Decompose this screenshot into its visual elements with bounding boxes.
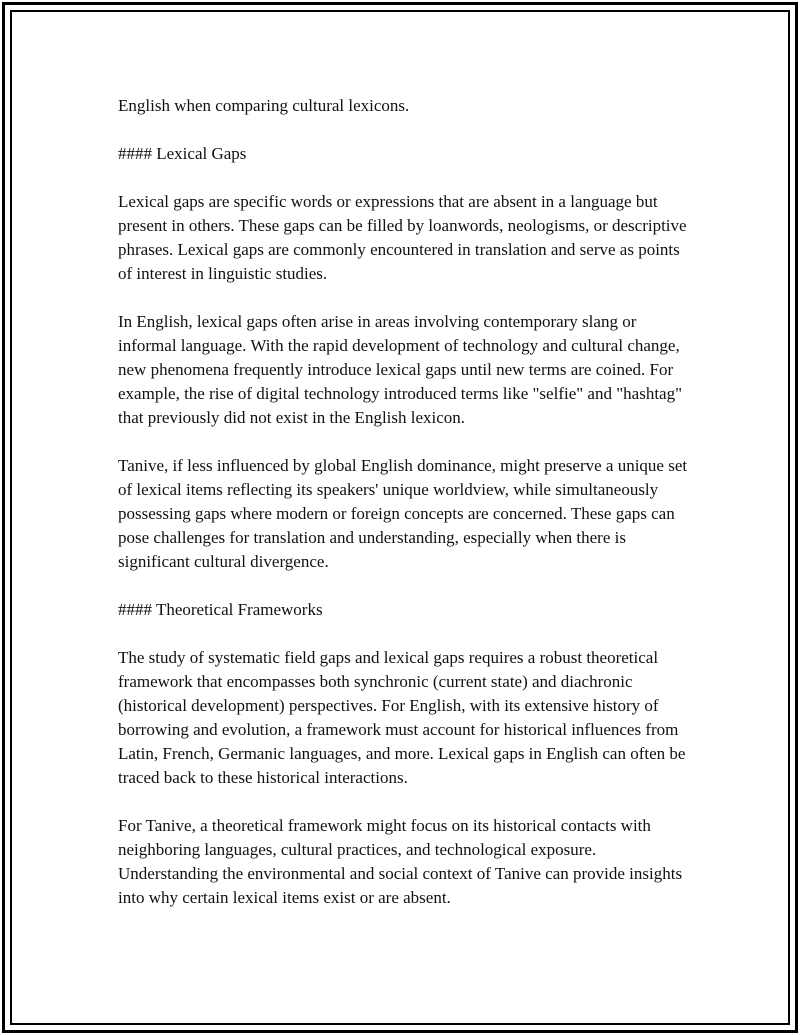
paragraph-frameworks-english: The study of systematic field gaps and lexical gaps requires a robust theoretical framework that encompasses both synchronic (current state) and diachronic (historical development) perspectives. For English, with its extensive history of borrowing and evolution, a framework must account for historical influences from Latin, French, Germanic languages, and more. Lexical gaps in English can often be traced back to these historical interactions. [118,648,686,787]
paragraph-tanive-lexical-gaps: Tanive, if less influenced by global English dominance, might preserve a unique set of lexical items reflecting its speakers' unique worldview, while simultaneously possessing gaps where modern or foreign concepts are concerned. These gaps can pose challenges for translation and understanding, especially when there is significant cultural divergence. [118,456,688,571]
paragraph-continuation: English when comparing cultural lexicons. [118,96,410,115]
paragraph-frameworks-tanive: For Tanive, a theoretical framework might focus on its historical contacts with neighboring languages, cultural practices, and technological exposure. Understanding the environmental and social context of Tanive can provide insights into why certain lexical items exist or are absent. [118,816,683,907]
paragraph-english-lexical-gaps: In English, lexical gaps often arise in areas involving contemporary slang or informal language. With the rapid development of technology and cultural change, new phenomena frequently introduce lexical gaps until new terms are coined. For example, the rise of digital technology introduced terms like "selfie" and "hashtag" that previously did not exist in the English lexicon. [118,312,683,427]
heading-lexical-gaps: #### Lexical Gaps [118,144,247,163]
document-body [118,94,688,910]
paragraph-lexical-gaps-definition: Lexical gaps are specific words or expressions that are absent in a language but present in others. These gaps can be filled by loanwords, neologisms, or descriptive phrases. Lexical gaps are commonly encountered in translation and serve as points of interest in linguistic studies. [118,192,687,283]
heading-theoretical-frameworks: #### Theoretical Frameworks [118,600,323,619]
